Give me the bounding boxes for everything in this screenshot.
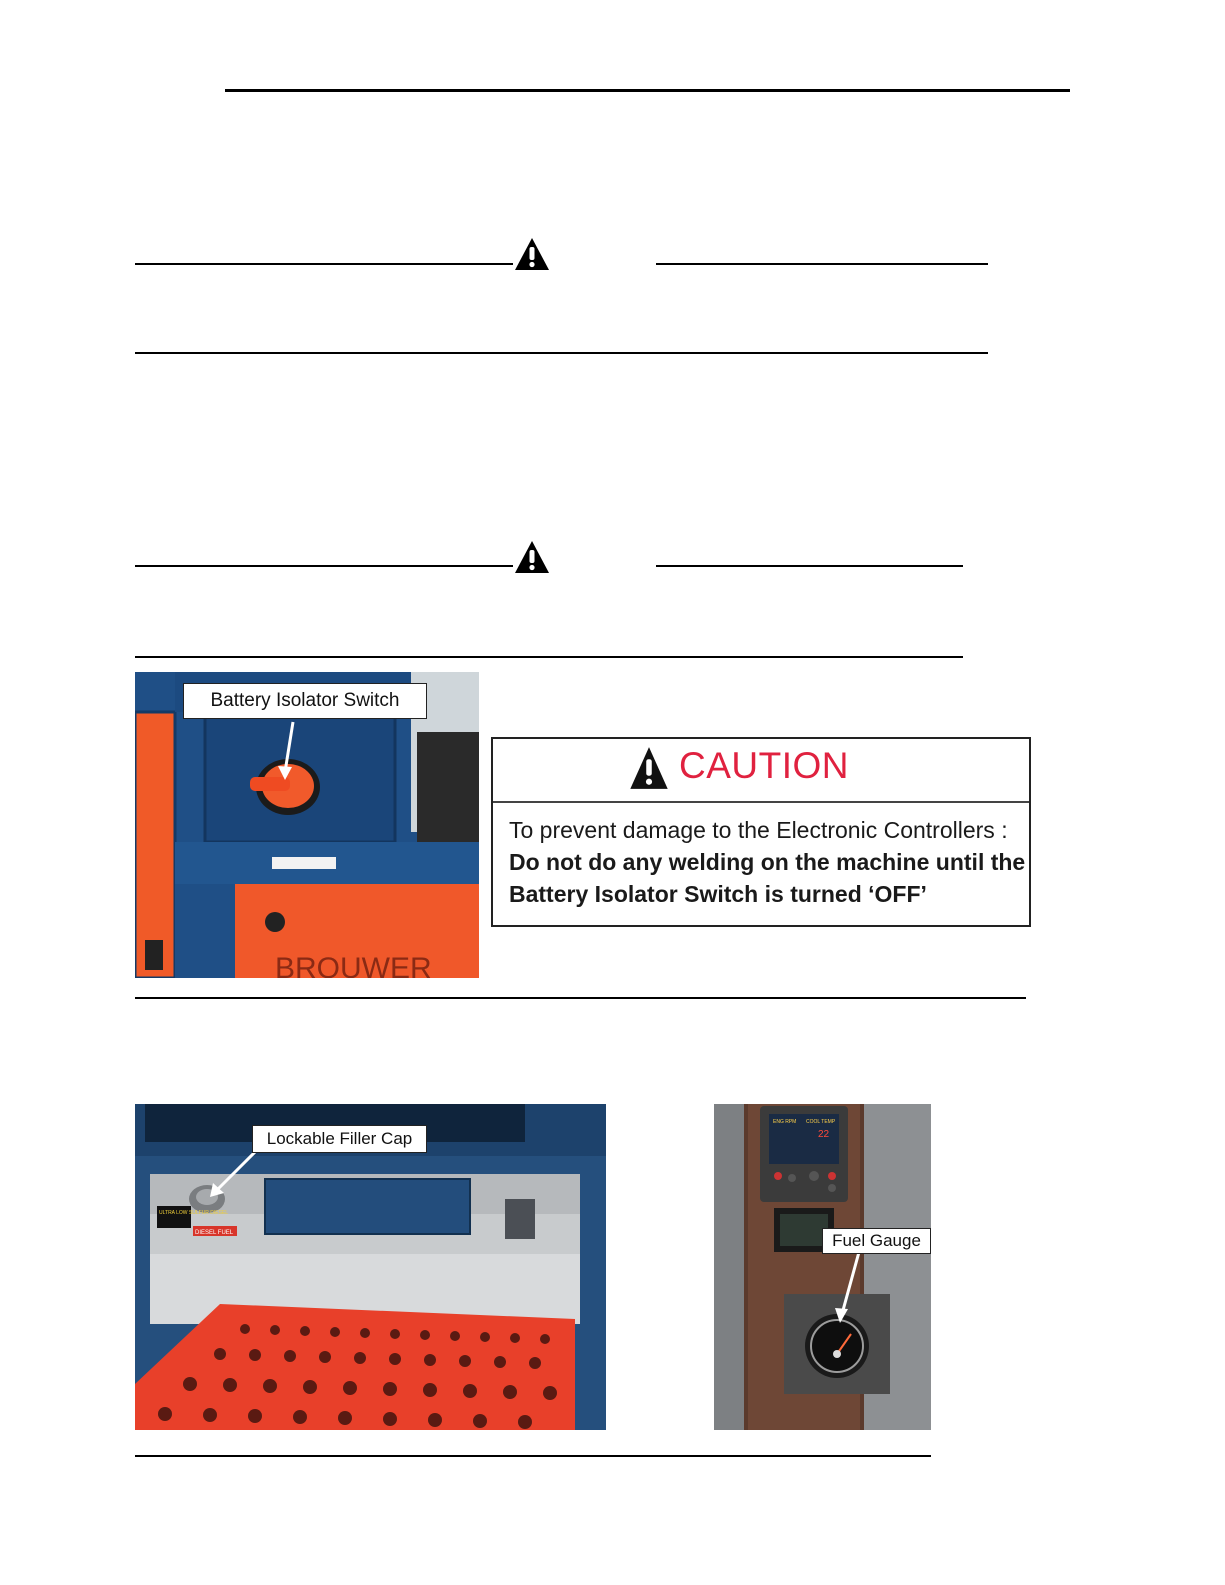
battery-isolator-photo	[135, 672, 479, 978]
tank-sublabel: ULTRA LOW SULFUR DIESEL	[159, 1210, 229, 1216]
battery-isolator-callout: Battery Isolator Switch	[183, 683, 427, 719]
fuel-tank-photo	[135, 1104, 606, 1430]
warning1-rule-bottom	[135, 352, 988, 354]
caution-line-1: To prevent damage to the Electronic Controllers :	[509, 817, 1008, 843]
display-value: 22	[818, 1129, 830, 1140]
caution-header	[493, 739, 1029, 803]
fuel-gauge-callout: Fuel Gauge	[822, 1228, 931, 1254]
section-rule	[135, 997, 1026, 999]
brand-text: BROUWER	[275, 952, 432, 978]
warning-triangle-icon	[629, 746, 669, 790]
warning2-rule-bottom	[135, 656, 963, 658]
display-header-left: ENG RPM	[773, 1119, 797, 1125]
warning-triangle-icon	[514, 237, 550, 271]
caution-title: CAUTION	[679, 745, 849, 786]
header-rule	[225, 89, 1070, 92]
warning2-rule-left	[135, 565, 513, 567]
caution-label	[491, 737, 1031, 927]
fuel-gauge-photo	[714, 1104, 931, 1430]
display-header-right: COOL TEMP	[806, 1119, 836, 1125]
warning-triangle-icon	[514, 540, 550, 574]
caution-line-3: Battery Isolator Switch is turned ‘OFF’	[509, 881, 927, 907]
warning1-rule-right	[656, 263, 988, 265]
warning1-rule-left	[135, 263, 513, 265]
caution-line-2: Do not do any welding on the machine until the	[509, 849, 1026, 875]
bottom-rule	[135, 1455, 931, 1457]
tank-label: DIESEL FUEL	[195, 1230, 234, 1236]
fuel-gauge-illustration	[714, 1104, 931, 1430]
filler-cap-callout: Lockable Filler Cap	[252, 1125, 427, 1153]
warning2-rule-right	[656, 565, 963, 567]
